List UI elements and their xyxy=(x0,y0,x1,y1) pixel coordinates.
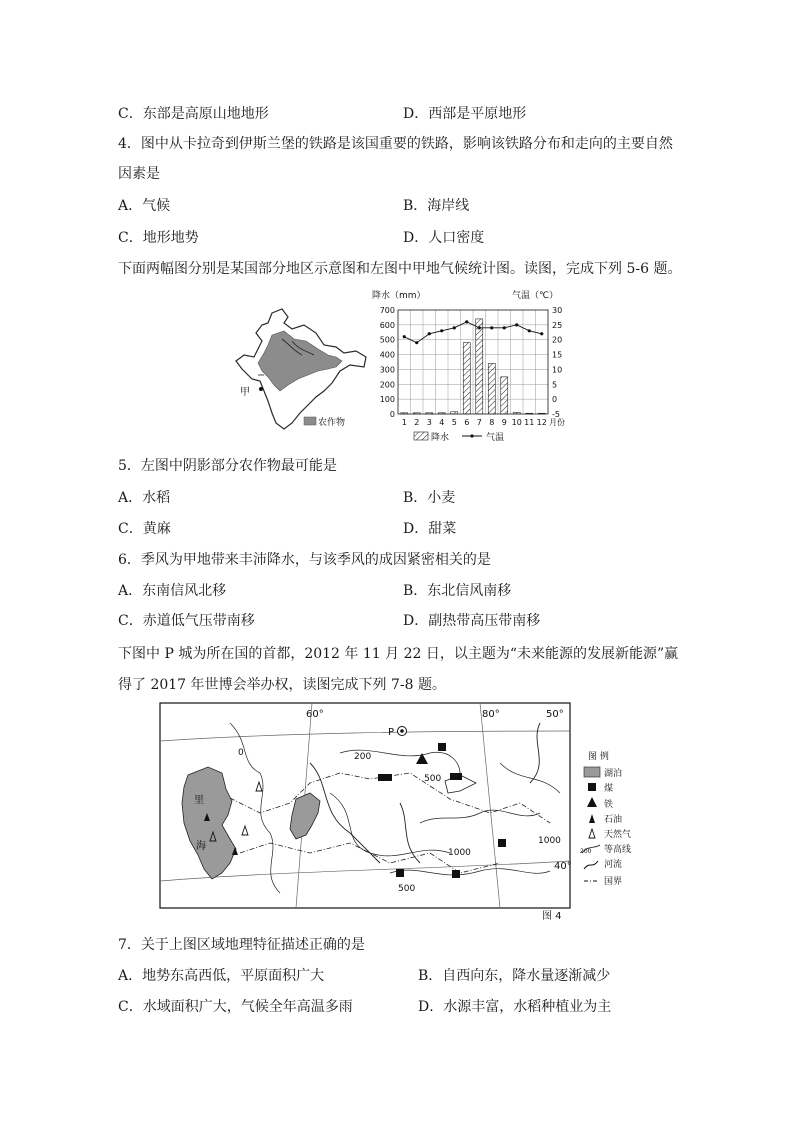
q7-stem: 7．关于上图区域地理特征描述正确的是 xyxy=(118,937,365,953)
q6-stem: 6．季风为甲地带来丰沛降水，与该季风的成因紧密相关的是 xyxy=(118,552,491,568)
contour-label-1000-b: 1000 xyxy=(538,836,561,846)
intro-5-6: 下面两幅图分别是某国部分地区示意图和左图中甲地气候统计图。读图，完成下列 5-6 题。 xyxy=(118,261,682,277)
capital-p-label: P xyxy=(388,727,395,738)
legend-iron: 铁 xyxy=(604,800,614,810)
intro-7-8-line1: 下图中 P 城为所在国的首都，2012 年 11 月 22 日，以主题为“未来能源的发展新能源”赢 xyxy=(118,646,679,662)
map1-legend-label: 农作物 xyxy=(318,418,346,428)
q6-option-a: A．东南信风北移 xyxy=(118,583,227,599)
chart-bar-precip xyxy=(476,319,483,414)
contour-label-1000-a: 1000 xyxy=(448,848,471,858)
chart-point-temp xyxy=(503,326,506,329)
q5-stem: 5．左图中阴影部分农作物最可能是 xyxy=(118,458,337,474)
chart-bar-precip xyxy=(438,413,445,414)
legend-coal: 煤 xyxy=(604,784,614,794)
chart-bar-precip xyxy=(413,413,420,414)
chart-xtick: 6 xyxy=(464,418,470,427)
chart-point-temp xyxy=(490,326,493,329)
chart-bar-precip xyxy=(488,363,495,414)
chart-point-temp xyxy=(528,329,531,332)
figure-label: 图 4 xyxy=(542,911,562,922)
chart-point-temp xyxy=(465,320,468,323)
chart-point-temp xyxy=(515,323,518,326)
q4-stem-line1: 4．图中从卡拉奇到伊斯兰堡的铁路是该国重要的铁路，影响该铁路分布和走向的主要自然 xyxy=(118,136,673,152)
coal-icon xyxy=(438,743,446,751)
chart-xtick: 10 xyxy=(511,418,522,427)
chart-xtick: 12 xyxy=(536,418,547,427)
chart-ytick-left: 200 xyxy=(379,380,395,390)
chart-bar-precip xyxy=(538,413,545,414)
chart-point-temp xyxy=(453,326,456,329)
lat-label-40: 40° xyxy=(554,861,572,872)
chart-point-temp xyxy=(403,335,406,338)
chart-bar-precip xyxy=(426,413,433,414)
lon-label-80: 80° xyxy=(482,709,500,720)
chart-xtick: 4 xyxy=(439,418,445,427)
chart-ytick-right: 15 xyxy=(552,350,563,360)
chart-ytick-left: 400 xyxy=(379,350,395,360)
contour-label-200: 200 xyxy=(354,752,372,762)
chart-xtick: 11 xyxy=(524,418,535,427)
chart-ytick-right: 10 xyxy=(552,365,563,375)
legend-contour: 等高线 xyxy=(604,845,632,855)
q5-option-b: B．小麦 xyxy=(403,490,456,506)
chart-ytick-right: 25 xyxy=(552,320,563,330)
legend-title: 图 例 xyxy=(588,752,609,762)
legend-oil: 石油 xyxy=(604,815,623,825)
chart-point-temp xyxy=(440,329,443,332)
chart-ytick-left: 300 xyxy=(379,365,395,375)
q5-option-d: D．甜菜 xyxy=(403,521,457,537)
q4-option-b: B．海岸线 xyxy=(403,198,470,214)
q5-option-a: A．水稻 xyxy=(118,490,171,506)
chart-bar-precip xyxy=(451,412,458,414)
q7-option-d: D．水源丰富，水稻种植业为主 xyxy=(418,999,612,1015)
chart-ytick-left: 0 xyxy=(389,410,395,419)
chart-ytick-right: -5 xyxy=(552,410,560,419)
coal-icon xyxy=(452,870,460,878)
chart-point-temp xyxy=(428,332,431,335)
legend-gas: 天然气 xyxy=(604,830,632,840)
q4-stem-line2: 因素是 xyxy=(118,166,160,182)
q7-option-c: C．水域面积广大，气候全年高温多雨 xyxy=(118,999,353,1015)
chart-ytick-left: 100 xyxy=(379,395,395,405)
legend-border: 国界 xyxy=(604,877,623,887)
chart-point-temp xyxy=(540,332,543,335)
q5-option-c: C．黄麻 xyxy=(118,521,171,537)
chart-ytick-left: 700 xyxy=(379,306,395,315)
chart-ytick-left: 500 xyxy=(379,335,395,345)
chart-xtick: 9 xyxy=(501,418,507,427)
chart-bar-precip xyxy=(513,413,520,414)
chart-legend-precip: 降水 xyxy=(431,433,450,443)
q7-option-b: B．自西向东，降水量逐渐减少 xyxy=(418,968,611,984)
intro-7-8-line2: 得了 2017 年世博会举办权，读图完成下列 7-8 题。 xyxy=(118,677,446,693)
coal-icon xyxy=(450,773,462,780)
chart-ytick-right: 30 xyxy=(552,306,563,315)
chart-point-temp xyxy=(478,326,481,329)
q6-option-c: C．赤道低气压带南移 xyxy=(118,613,255,629)
q3-option-c: C．东部是高原山地地形 xyxy=(118,106,269,122)
chart-xtick: 8 xyxy=(489,418,495,427)
chart-legend-temp: 气温 xyxy=(486,433,505,443)
coal-icon xyxy=(396,869,404,877)
legend-lake: 湖泊 xyxy=(604,769,623,779)
contour-label-0: 0 xyxy=(238,748,244,758)
chart-bar-precip xyxy=(526,413,533,414)
climate-chart xyxy=(370,288,592,448)
central-asia-map xyxy=(160,703,632,925)
chart-bar-precip xyxy=(401,413,408,414)
chart-bar-precip xyxy=(463,343,470,414)
chart-legend-temp-dot xyxy=(470,434,473,437)
chart-xtick: 5 xyxy=(451,418,457,427)
contour-label-500-b: 500 xyxy=(398,884,416,894)
q4-option-d: D．人口密度 xyxy=(403,230,485,246)
coal-icon xyxy=(378,774,392,781)
q3-option-d: D．西部是平原地形 xyxy=(403,106,527,122)
lon-label-60: 60° xyxy=(306,709,324,720)
chart-ytick-right: 5 xyxy=(552,380,558,390)
chart-ytick-right: 20 xyxy=(552,335,563,345)
chart-xunit: 月份 xyxy=(549,418,565,427)
chart-xtick: 7 xyxy=(476,418,482,427)
chart-xtick: 2 xyxy=(414,418,420,427)
india-crop-map xyxy=(232,305,377,435)
chart-ylabel-left: 降水（mm） xyxy=(372,291,426,301)
coal-icon xyxy=(498,839,506,847)
q4-option-c: C．地形地势 xyxy=(118,230,199,246)
chart-xtick: 3 xyxy=(426,418,432,427)
lon-label-50: 50° xyxy=(546,709,564,720)
chart-bar-precip xyxy=(501,377,508,414)
q6-option-d: D．副热带高压带南移 xyxy=(403,613,541,629)
legend-river: 河流 xyxy=(604,860,623,870)
map1-label-jia: 甲 xyxy=(240,387,250,398)
chart-legend-precip-swatch xyxy=(414,432,428,440)
q4-option-a: A．气候 xyxy=(118,198,171,214)
legend-contour-sample: 200 xyxy=(580,848,592,855)
q6-option-b: B．东北信风南移 xyxy=(403,583,512,599)
chart-ytick-right: 0 xyxy=(552,395,558,405)
chart-ylabel-right: 气温（℃） xyxy=(512,291,559,301)
q7-option-a: A．地势东高西低，平原面积广大 xyxy=(118,968,325,984)
chart-ytick-left: 600 xyxy=(379,320,395,330)
caspian-label-2: 海 xyxy=(196,841,206,852)
contour-label-500-a: 500 xyxy=(424,774,442,784)
chart-point-temp xyxy=(415,341,418,344)
caspian-label-1: 里 xyxy=(194,795,204,806)
chart-xtick: 1 xyxy=(401,418,407,427)
